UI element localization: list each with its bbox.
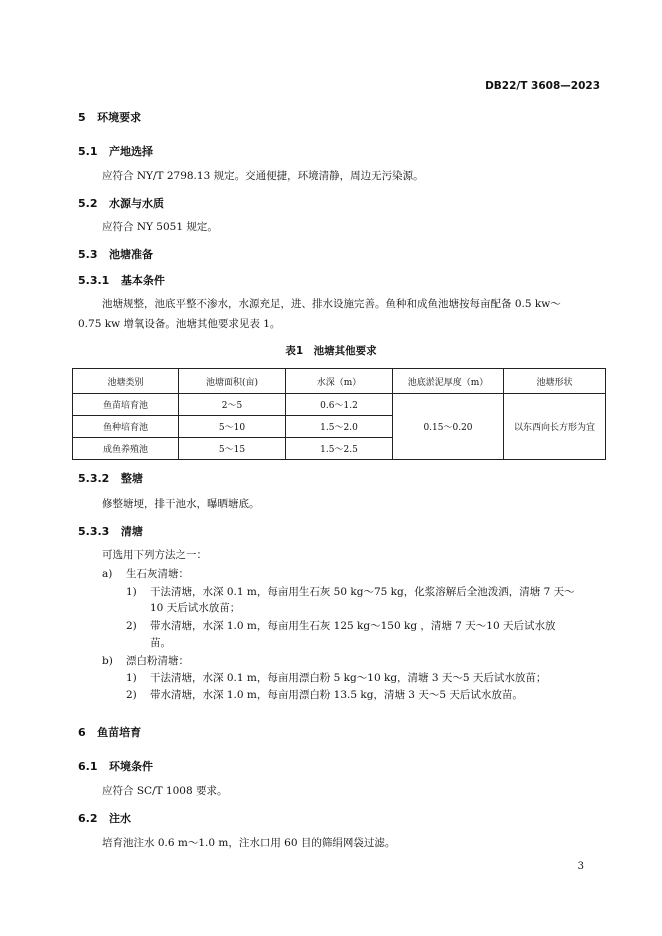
- heading-title: 鱼苗培育: [97, 726, 142, 739]
- paragraph-6-2: 培育池注水 0.6 m～1.0 m，注水口用 60 目的筛绢网袋过滤。: [102, 837, 396, 849]
- paragraph-5-2: 应符合 NY 5051 规定。: [102, 221, 218, 233]
- list-item-b1: 干法清塘，水深 0.1 m，每亩用漂白粉 5 kg～10 kg，清塘 3 天～5 天后试水放苗；: [150, 672, 547, 684]
- paragraph-5-3-1-line1: 池塘规整，池底平整不渗水，水源充足，进、排水设施完善。鱼种和成鱼池塘按每亩配备 0.5 kw～: [102, 298, 561, 310]
- heading-title: 环境条件: [109, 760, 153, 773]
- heading-number: 6.2: [78, 812, 98, 825]
- heading-title: 注水: [109, 812, 131, 825]
- table-cell-pond-type: 鱼种培育池: [73, 416, 179, 438]
- paragraph-5-3-2: 修整塘埂，排干池水，曝晒塘底。: [102, 498, 260, 510]
- heading-title: 池塘准备: [109, 248, 153, 261]
- table-header-cell: 池塘类别: [73, 369, 179, 394]
- heading-6-2: [78, 810, 131, 826]
- heading-number: 5.3.2: [78, 472, 110, 485]
- table-cell-area: 5～15: [179, 438, 286, 460]
- table-header-cell: 池塘面积(亩): [179, 369, 286, 394]
- table-cell-pond-type: 鱼苗培育池: [73, 394, 179, 416]
- heading-number: 5.3.3: [78, 525, 110, 538]
- heading-title: 环境要求: [97, 111, 142, 124]
- list-intro: 可选用下列方法之一：: [102, 549, 207, 561]
- table-header-cell: 池塘形状: [504, 369, 606, 394]
- table-caption: 表1 池塘其他要求: [285, 345, 377, 357]
- list-label-a: a): [102, 568, 113, 580]
- heading-title: 整塘: [120, 472, 143, 485]
- heading-number: 5.3.1: [78, 274, 110, 287]
- list-item-a2-line1: 带水清塘，水深 1.0 m，每亩用生石灰 125 kg～150 kg ，清塘 7 天～10 天后试水放: [150, 620, 556, 632]
- list-item-a1-line2: 10 天后试水放苗；: [150, 602, 241, 614]
- list-label-b2: 2): [126, 689, 137, 701]
- table-row: [73, 394, 606, 416]
- list-label-b1: 1): [126, 672, 137, 684]
- heading-5-2: [78, 195, 164, 211]
- pond-requirements-table: [72, 368, 606, 460]
- heading-number: 5.1: [78, 145, 98, 158]
- page-number: 3: [577, 861, 584, 872]
- paragraph-5-3-1-line2: 0.75 kw 增氧设备。池塘其他要求见表 1。: [78, 318, 281, 330]
- table-header-cell: 水深（m）: [286, 369, 393, 394]
- list-label-a1: 1): [126, 586, 137, 598]
- table-cell-area: 2～5: [179, 394, 286, 416]
- heading-5-1: [78, 143, 153, 159]
- table-cell-depth: 1.5～2.5: [286, 438, 393, 460]
- heading-title: 清塘: [120, 525, 143, 538]
- heading-number: 5: [78, 111, 86, 124]
- heading-5-3: [78, 246, 153, 262]
- table-cell-depth: 1.5～2.0: [286, 416, 393, 438]
- heading-5-3-1: [78, 272, 165, 288]
- list-item-b: 漂白粉清塘：: [126, 655, 189, 667]
- list-label-b: b): [102, 655, 113, 667]
- heading-5-3-3: [78, 523, 143, 539]
- heading-title: 产地选择: [109, 145, 153, 158]
- heading-title: 水源与水质: [109, 197, 164, 210]
- table-header-cell: 池底淤泥厚度（m）: [393, 369, 504, 394]
- table-cell-pond-type: 成鱼养殖池: [73, 438, 179, 460]
- heading-title: 基本条件: [120, 274, 165, 287]
- heading-number: 6: [78, 726, 86, 739]
- list-item-a1-line1: 干法清塘，水深 0.1 m，每亩用生石灰 50 kg～75 kg，化浆溶解后全池泼洒，清塘 7 天～: [150, 586, 575, 598]
- heading-5-3-2: [78, 470, 143, 486]
- heading-6-1: [78, 758, 153, 774]
- heading-number: 5.3: [78, 248, 98, 261]
- table-cell-mud-thickness: 0.15～0.20: [393, 394, 504, 460]
- list-item-b2: 带水清塘，水深 1.0 m，每亩用漂白粉 13.5 kg，清塘 3 天～5 天后试水放苗。: [150, 689, 523, 701]
- table-header-row: [73, 369, 606, 394]
- table-cell-depth: 0.6～1.2: [286, 394, 393, 416]
- paragraph-5-1: 应符合 NY/T 2798.13 规定。交通便捷，环境清静，周边无污染源。: [102, 170, 424, 182]
- heading-number: 6.1: [78, 760, 98, 773]
- list-item-a: 生石灰清塘：: [126, 568, 189, 580]
- heading-number: 5.2: [78, 197, 98, 210]
- heading-5: [78, 109, 141, 125]
- table-cell-pond-shape: 以东西向长方形为宜: [504, 394, 606, 460]
- paragraph-6-1: 应符合 SC/T 1008 要求。: [102, 785, 228, 797]
- list-label-a2: 2): [126, 620, 137, 632]
- heading-6: [78, 724, 141, 740]
- document-code: DB22/T 3608—2023: [485, 80, 600, 92]
- table-cell-area: 5～10: [179, 416, 286, 438]
- list-item-a2-line2: 苗。: [150, 637, 171, 649]
